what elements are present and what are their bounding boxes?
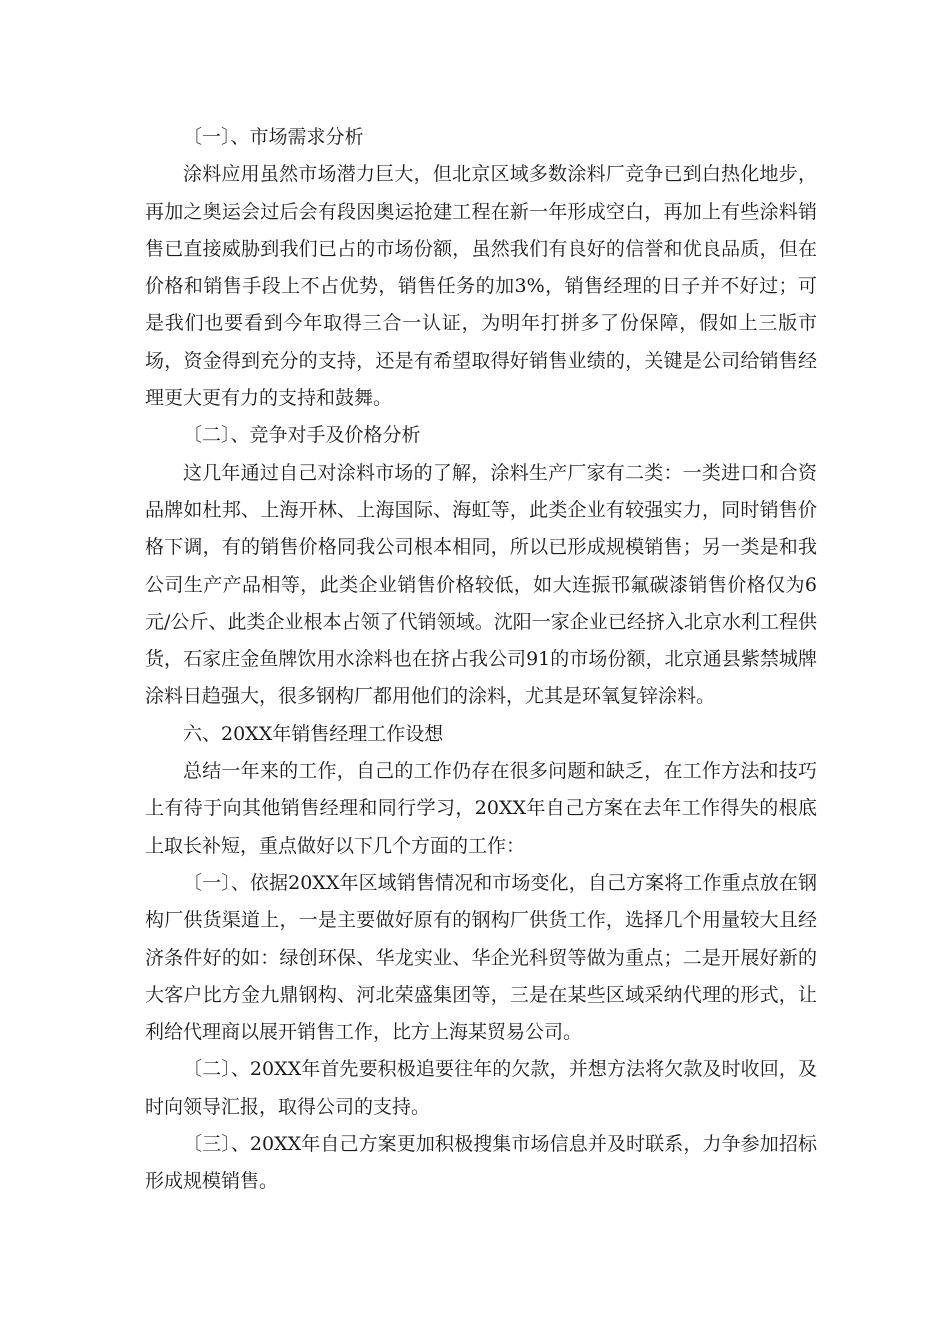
section-heading-competitor-price: 〔二〕、竞争对手及价格分析 bbox=[183, 424, 421, 447]
paragraph-plan-item-3: 〔三〕、20XX年自己方案更加积极搜集市场信息并及时联系，力争参加招标形成规模销售。 bbox=[145, 1133, 817, 1193]
paragraph-plan-item-1: 〔一〕、依据20XX年区域销售情况和市场变化，自己方案将工作重点放在钢构厂供货渠道上，一是主要做好原有的钢构厂供货工作，选择几个用量较大且经济条件好的如：绿创环保、华龙实业、华企光科贸等做为重点；二是开展好新的大客户比方金九鼎钢构、河北荣盛集团等，三是在某些区域采纳代理的形式，让利给代理商以展开销售工作，比方上海某贸易公司。 bbox=[145, 871, 817, 1044]
section-heading-work-plan: 六、20XX年销售经理工作设想 bbox=[183, 722, 444, 745]
paragraph-market-demand: 涂料应用虽然市场潜力巨大，但北京区域多数涂料厂竞争已到白热化地步，再加之奥运会过后会有段因奥运抢建工程在新一年形成空白，再加上有些涂料销售已直接威胁到我们已占的市场份额，虽然我们有良好的信誉和优良品质，但在价格和销售手段上不占优势，销售任务的加3%，销售经理的日子并不好过；可是我们也要看到今年取得三合一认证，为明年打拼多了份保障，假如上三版市场，资金得到充分的支持，还是有希望取得好销售业绩的，关键是公司给销售经理更大更有力的支持和鼓舞。 bbox=[145, 163, 817, 410]
paragraph-work-summary: 总结一年来的工作，自己的工作仍存在很多问题和缺乏，在工作方法和技巧上有待于向其他销售经理和同行学习，20XX年自己方案在去年工作得失的根底上取长补短，重点做好以下几个方面的工作： bbox=[145, 760, 817, 857]
section-heading-market-demand: 〔一〕、市场需求分析 bbox=[183, 126, 364, 148]
paragraph-competitor-price: 这几年通过自己对涂料市场的了解，涂料生产厂家有二类：一类进口和合资品牌如杜邦、上海开林、上海国际、海虹等，此类企业有较强实力，同时销售价格下调，有的销售价格同我公司根本相同，所以已形成规模销售；另一类是和我公司生产产品相等，此类企业销售价格较低，如大连振邗氟碳漆销售价格仅为6元/公斤、此类企业根本占领了代销领域。沈阳一家企业已经挤入北京水利工程供货，石家庄金鱼牌饮用水涂料也在挤占我公司91的市场份额，北京通县紫禁城牌涂料日趋强大，很多钢构厂都用他们的涂料，尤其是环氧复锌涂料。 bbox=[145, 461, 817, 708]
document-body bbox=[145, 119, 817, 1201]
paragraph-plan-item-2: 〔二〕、20XX年首先要积极追要往年的欠款，并想方法将欠款及时收回，及时向领导汇报，取得公司的支持。 bbox=[145, 1058, 817, 1118]
